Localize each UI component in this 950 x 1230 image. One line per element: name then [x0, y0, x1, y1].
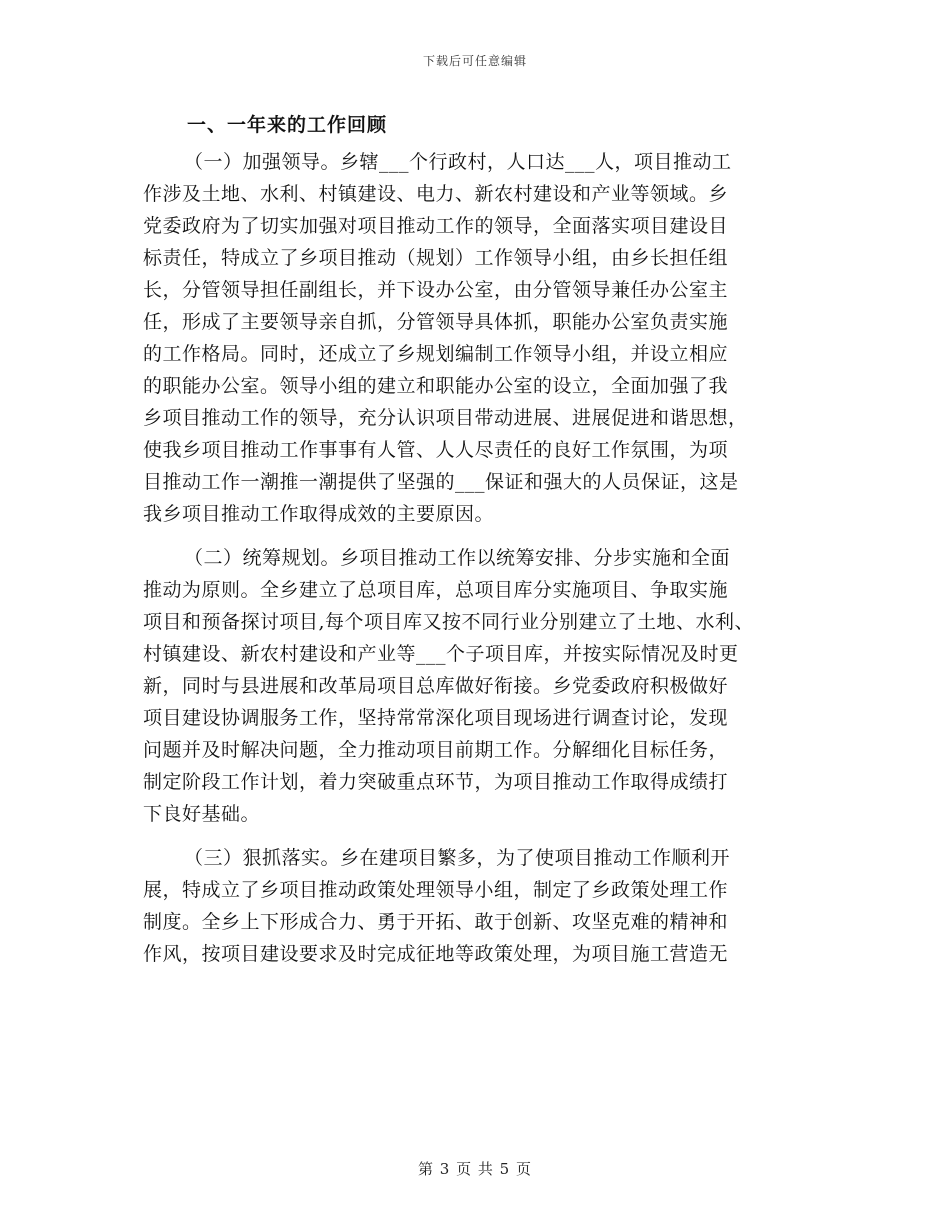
paragraph-line: 项目建设协调服务工作，坚持常常深化项目现场进行调查讨论，发现 [143, 707, 729, 729]
paragraph-line: 作涉及土地、水利、村镇建设、电力、新农村建设和产业等领域。乡 [143, 183, 729, 205]
paragraph-line: 我乡项目推动工作取得成效的主要原因。 [143, 503, 495, 525]
paragraph-line: 使我乡项目推动工作事事有人管、人人尽责任的良好工作氛围，为项 [143, 439, 729, 461]
paragraph-line: 乡项目推动工作的领导，充分认识项目带动进展、进展促进和谐思想， [143, 407, 748, 429]
paragraph-line: 制定阶段工作计划，着力突破重点环节，为项目推动工作取得成绩打 [143, 771, 729, 793]
paragraph-spacer [143, 530, 803, 542]
paragraph-2 [143, 542, 803, 830]
paragraph-line: 的工作格局。同时，还成立了乡规划编制工作领导小组，并设立相应 [143, 343, 729, 365]
paragraph-line: 的职能办公室。领导小组的建立和职能办公室的设立，全面加强了我 [143, 375, 729, 397]
paragraph-line: 推动为原则。全乡建立了总项目库，总项目库分实施项目、争取实施 [143, 579, 729, 601]
paragraph-line: （三）狠抓落实。乡在建项目繁多，为了使项目推动工作顺利开 [184, 847, 731, 869]
paragraph-line: 作风，按项目建设要求及时完成征地等政策处理，为项目施工营造无 [143, 943, 729, 965]
paragraph-line: 长，分管领导担任副组长，并下设办公室，由分管领导兼任办公室主 [143, 279, 729, 301]
paragraph-line: （一）加强领导。乡辖___个行政村，人口达___人，项目推动工 [184, 151, 732, 173]
paragraph-line: 下良好基础。 [143, 803, 261, 825]
paragraph-line: 制度。全乡上下形成合力、勇于开拓、敢于创新、攻坚克难的精神和 [143, 911, 729, 933]
paragraph-line: 问题并及时解决问题，全力推动项目前期工作。分解细化目标任务， [143, 739, 729, 761]
paragraph-line: 目推动工作一潮推一潮提供了坚强的___保证和强大的人员保证，这是 [143, 471, 739, 493]
paragraph-line: 新，同时与县进展和改革局项目总库做好衔接。乡党委政府积极做好 [143, 675, 729, 697]
document-body [143, 110, 803, 970]
paragraph-line: 展，特成立了乡项目推动政策处理领导小组，制定了乡政策处理工作 [143, 879, 729, 901]
paragraph-line: 党委政府为了切实加强对项目推动工作的领导，全面落实项目建设目 [143, 215, 729, 237]
paragraph-line: 项目和预备探讨项目,每个项目库又按不同行业分别建立了土地、水利、 [143, 611, 755, 633]
section-heading: 一、一年来的工作回顾 [187, 114, 388, 136]
page-footer: 第 3 页 共 5 页 [418, 1160, 532, 1178]
paragraph-line: （二）统筹规划。乡项目推动工作以统筹安排、分步实施和全面 [184, 547, 731, 569]
paragraph-1 [143, 146, 803, 530]
paragraph-line: 村镇建设、新农村建设和产业等___个子项目库，并按实际情况及时更 [143, 643, 739, 665]
paragraph-3 [143, 842, 803, 970]
paragraph-spacer [143, 830, 803, 842]
paragraph-line: 标责任，特成立了乡项目推动（规划）工作领导小组，由乡长担任组 [143, 247, 729, 269]
paragraph-line: 任，形成了主要领导亲自抓，分管领导具体抓，职能办公室负责实施 [143, 311, 729, 333]
page-header: 下载后可任意编辑 [422, 54, 527, 68]
